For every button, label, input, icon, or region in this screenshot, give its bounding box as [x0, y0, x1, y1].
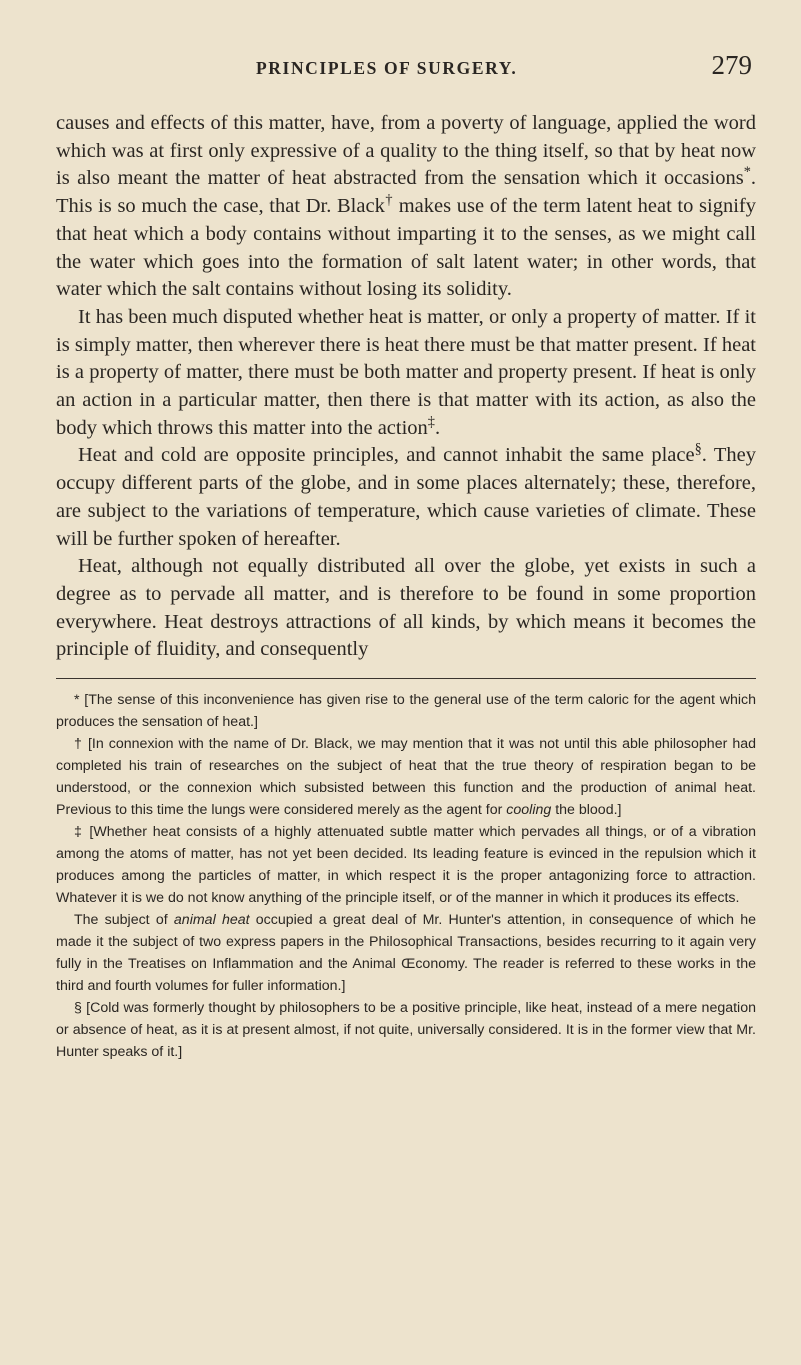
paragraph-3-text-a: Heat and cold are opposite principles, and cannot inhabit the same place	[78, 444, 695, 467]
paragraph-4: Heat, although not equally distributed all over the globe, yet exists in such a degree as to pervade all matter, and is therefore to be found in some proportion everywhere. Heat destroys attractions of all kinds, by which means it becomes the principle of fluidity, and consequently	[56, 555, 756, 661]
footnote-3-continued	[56, 909, 756, 997]
footnote-3-continued-text-b: occupied a great deal of Mr. Hunter's attention, in consequence of which he made it the subject of two express papers in the Philosophical Transactions, besides recurring to it again very fully in the Treatises on Inflammation and the Animal Œconomy. The reader is referred to these works in the third and fourth volumes for fuller information.]	[56, 912, 756, 995]
footnote-divider	[56, 678, 756, 679]
footnote-3-continued-emphasis: animal heat	[173, 912, 250, 929]
footnote-3: ‡ [Whether heat consists of a highly attenuated subtle matter which pervades all things, or of a vibration among the atoms of matter, has not yet been decided. Its leading feature is evinced in the repulsion which it produces among the particles of matter, in which respect it is the proper antagonizing force to attraction. Whatever it is we do not know anything of the principle itself, or of the manner in which it produces its effects.	[56, 824, 756, 907]
footnote-ref-1: *	[743, 164, 751, 181]
footnote-3-continued-text-a: The subject of	[74, 912, 174, 929]
page-number: 279	[711, 50, 752, 80]
paragraph-1-text-a: causes and effects of this matter, have, from a poverty of language, applied the word which was at first only expressive of a quality to the thing itself, so that by heat now is also meant the matter of heat abstracted from the sensation which it occasions	[56, 112, 756, 190]
paragraph-1	[56, 110, 756, 304]
paragraph-2	[56, 304, 756, 443]
footnote-ref-3: ‡	[427, 413, 435, 430]
footnote-2-emphasis: cooling	[506, 802, 552, 819]
paragraph-1-text-b: . This is so much the case, that Dr. Black	[56, 167, 756, 218]
running-title: PRINCIPLES OF SURGERY.	[256, 58, 518, 78]
footnote-2-text-a: † [In connexion with the name of Dr. Black, we may mention that it was not until this able philosopher had completed his train of researches on the subject of heat that the true theory of respiration began to be understood, or the connexion which subsisted between this function and the production of animal heat. Previous to this time the lungs were considered merely as the agent for	[56, 736, 756, 819]
paragraph-3-text-b: . They occupy different parts of the globe, and in some places alternately; these, therefore, are subject to the variations of temperature, which cause varieties of climate. These will be further spoken of hereafter.	[56, 444, 756, 550]
footnotes	[56, 689, 756, 1063]
footnote-ref-4: §	[694, 441, 702, 458]
footnote-2-text-b: the blood.]	[551, 802, 622, 819]
paragraph-2-text-b: .	[434, 416, 441, 439]
paragraph-2-text-a: It has been much disputed whether heat is matter, or only a property of matter. If it is simply matter, then wherever there is heat there must be that matter present. If heat is a property of matter, there must be both matter and property present. If heat is only an action in a particular matter, then there is that matter with its action, as also the body which throws this matter into the action	[56, 305, 756, 439]
page-header	[56, 40, 756, 82]
footnote-1: * [The sense of this inconvenience has given rise to the general use of the term caloric for the agent which produces the sensation of heat.]	[56, 692, 756, 731]
paragraph-1-text-c: makes use of the term latent heat to signify that heat which a body contains without imparting it to the senses, as we might call the water which goes into the formation of salt latent water; in other words, that water which the salt contains without losing its solidity.	[56, 195, 756, 301]
paragraph-3	[56, 442, 756, 553]
main-text	[56, 110, 756, 664]
footnote-4: § [Cold was formerly thought by philosophers to be a positive principle, like heat, instead of a mere negation or absence of heat, as it is at present almost, if not quite, universally considered. It is in the former view that Mr. Hunter speaks of it.]	[56, 1000, 756, 1061]
footnote-ref-2: †	[384, 192, 394, 209]
footnote-2	[56, 733, 756, 821]
book-page	[56, 40, 756, 1063]
